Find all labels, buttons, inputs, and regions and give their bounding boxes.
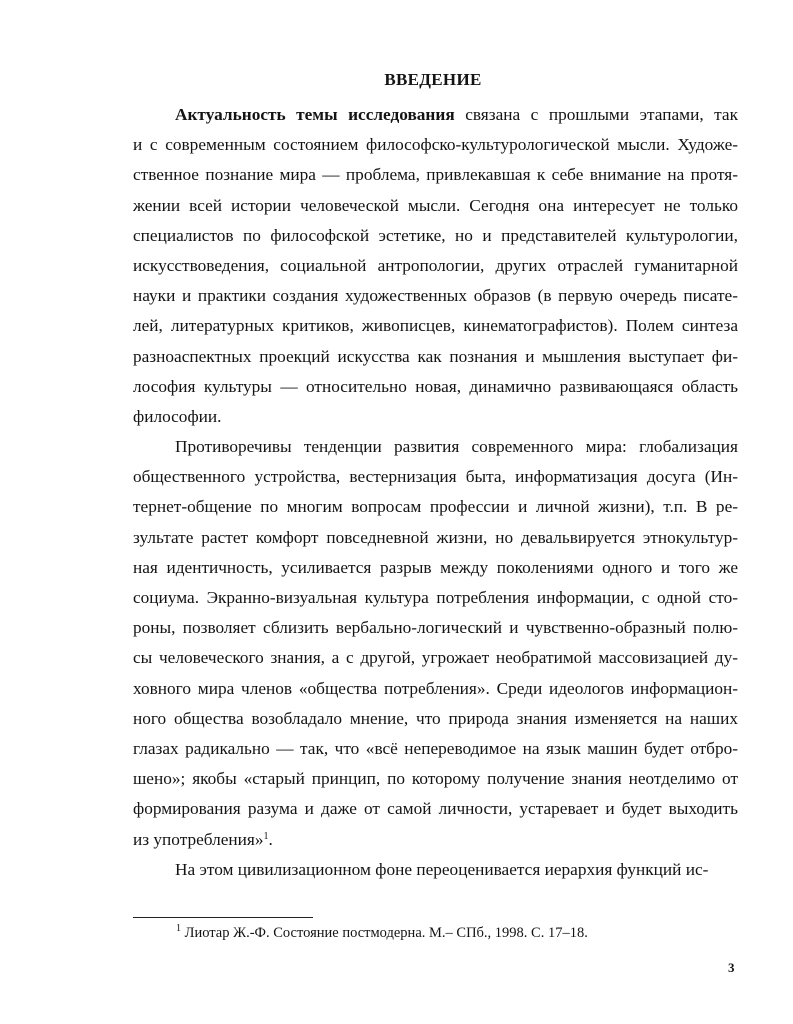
text-line: искусствоведения, социальной антропологии, других отраслей гуманитарной <box>133 255 738 275</box>
page-number: 3 <box>728 960 735 975</box>
text-line: и с современным состоянием философско-культурологической мысли. Художе- <box>133 135 738 155</box>
footnote-reference[interactable]: 1 <box>263 830 269 842</box>
text-line: общественного устройства, вестернизация быта, информатизация досуга (Ин- <box>133 467 738 487</box>
text-line: Противоречивы тенденции развития современного мира: глобализация <box>175 437 738 457</box>
paragraph-contradictions <box>133 432 738 855</box>
footnote-text: Лиотар Ж.-Ф. Состояние постмодерна. М.– СПб., 1998. С. 17–18. <box>181 925 588 941</box>
text-line: формирования разума и даже от самой личности, устаревает и будет выходить <box>133 799 738 819</box>
text-line <box>133 100 738 130</box>
text-line: ная идентичность, усиливается разрыв между поколениями одного и того же <box>133 557 738 577</box>
text-line: ховного мира членов «общества потребления». Среди идеологов информацион- <box>133 678 738 698</box>
text-line: тернет-общение по многим вопросам профессии и личной жизни), т.п. В ре- <box>133 497 738 517</box>
text-line: роны, позволяет сблизить вербально-логический и чувственно-образный полю- <box>133 618 738 638</box>
text-line: жении всей истории человеческой мысли. Сегодня она интересует не только <box>133 195 738 215</box>
text-line: На этом цивилизационном фоне переоценивается иерархия функций ис- <box>175 859 709 879</box>
text-fragment: из употребления» <box>133 829 264 849</box>
text-line: философии. <box>133 406 222 426</box>
text-line: лософия культуры — относительно новая, динамично развивающаяся область <box>133 376 738 396</box>
text-line: сы человеческого знания, а с другой, угрожает необратимой массовизацией ду- <box>133 648 738 668</box>
text-line: специалистов по философской эстетике, но и представителей культурологии, <box>133 225 738 245</box>
text-line: социума. Экранно-визуальная культура потребления информации, с одной сто- <box>133 588 738 607</box>
footnote-marker: 1 <box>176 923 181 934</box>
text-line: из употребления»$^1$. <box>133 829 273 849</box>
text-line: ного общества возобладало мнение, что природа знания изменяется на наших <box>133 708 738 728</box>
text-line: глазах радикально — так, что «всё непереводимое на язык машин будет отбро- <box>133 738 738 758</box>
text-line: разноаспектных проекций искусства как познания и мышления выступает фи- <box>133 346 738 366</box>
lead-term: Актуальность темы исследования <box>175 105 455 124</box>
footnote <box>176 925 588 942</box>
text-line: шено»; якобы «старый принцип, по которому получение знания неотделимо от <box>133 769 738 789</box>
text-line: науки и практики создания художественных образов (в первую очередь писате- <box>133 286 738 306</box>
body-text <box>133 100 738 885</box>
text-line: лей, литературных критиков, живописцев, кинематографистов). Полем синтеза <box>133 316 738 336</box>
section-heading: ВВЕДЕНИЕ <box>384 70 482 89</box>
text-line: ственное познание мира — проблема, привлекавшая к себе внимание на протя- <box>133 165 738 185</box>
footnote-divider <box>133 917 313 918</box>
paragraph-relevance <box>133 100 738 432</box>
text-line: зультате растет комфорт повседневной жизни, но девальвируется этнокультур- <box>133 527 738 547</box>
paragraph-hierarchy <box>133 855 738 885</box>
text-fragment: связана с прошлыми этапами, так <box>454 105 738 124</box>
